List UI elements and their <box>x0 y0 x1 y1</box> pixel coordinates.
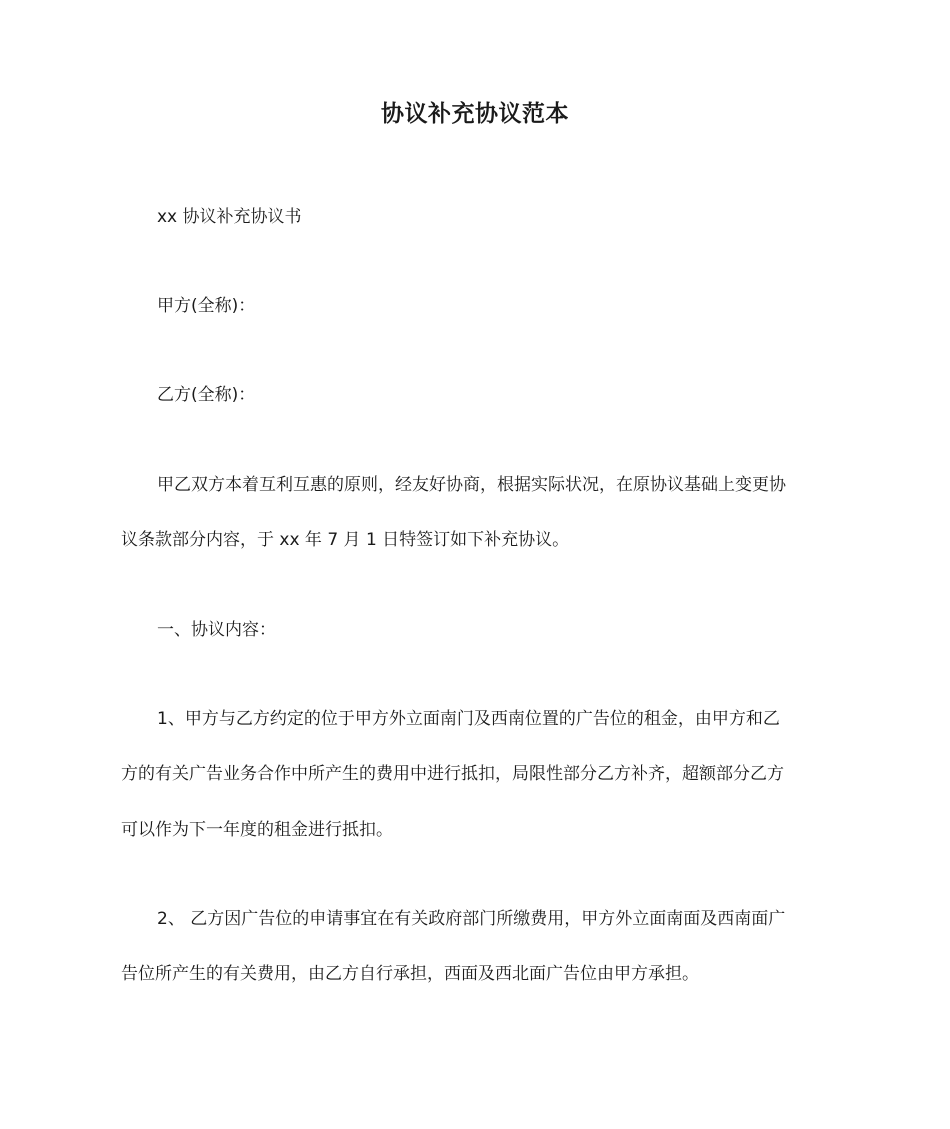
section-1-title: 一、协议内容： <box>157 620 276 640</box>
clause-1-line-1: 1、甲方与乙方约定的位于甲方外立面南门及西南位置的广告位的租金，由甲方和乙 <box>157 709 780 729</box>
clause-1-line-2: 方的有关广告业务合作中所产生的费用中进行抵扣，局限性部分乙方补齐，超额部分乙方 <box>121 764 784 784</box>
intro-paragraph-line-2: 议条款部分内容，于 xx 年 7 月 1 日特签订如下补充协议。 <box>121 530 570 550</box>
document-title: 协议补充协议范本 <box>381 101 569 127</box>
party-a-label: 甲方(全称)： <box>157 296 256 316</box>
party-b-label: 乙方(全称)： <box>157 385 256 405</box>
clause-1-line-3: 可以作为下一年度的租金进行抵扣。 <box>121 820 393 840</box>
intro-paragraph-line-1: 甲乙双方本着互利互惠的原则，经友好协商，根据实际状况，在原协议基础上变更协 <box>157 475 786 495</box>
agreement-heading: xx 协议补充协议书 <box>157 207 302 227</box>
clause-2-line-1: 2、 乙方因广告位的申请事宜在有关政府部门所缴费用，甲方外立面南面及西南面广 <box>157 909 786 929</box>
clause-2-line-2: 告位所产生的有关费用，由乙方自行承担，西面及西北面广告位由甲方承担。 <box>121 964 699 984</box>
